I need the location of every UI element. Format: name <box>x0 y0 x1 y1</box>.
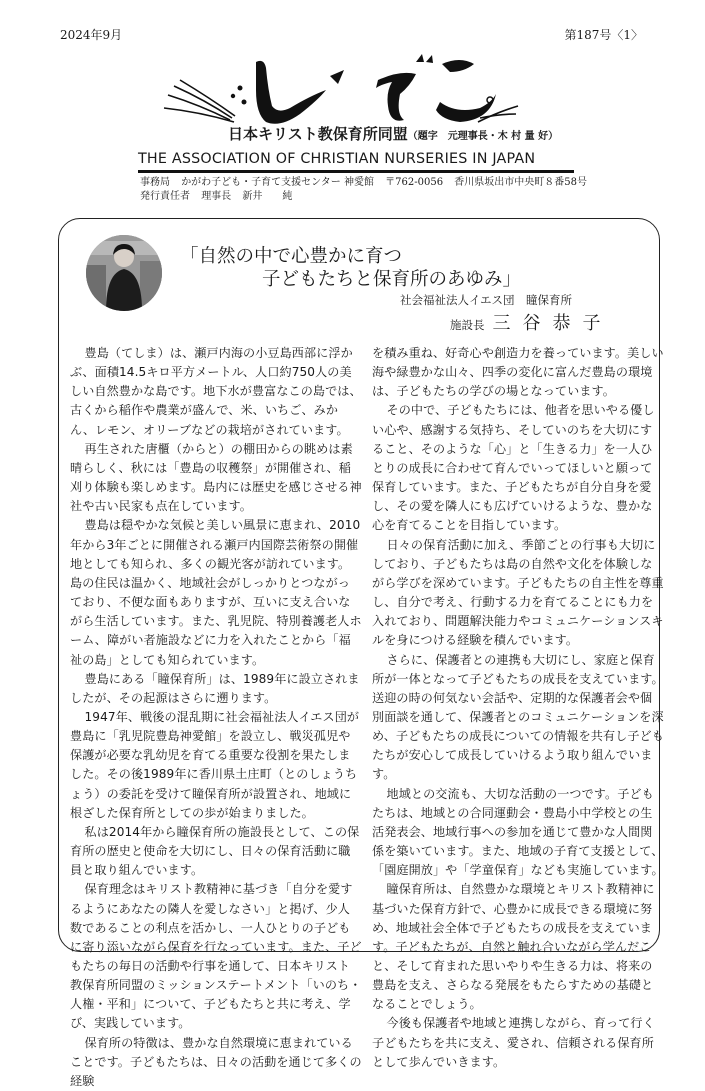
article-column-right <box>372 344 664 1072</box>
article-title-line2: 子どもたちと保育所のあゆみ」 <box>262 269 522 290</box>
paragraph: 豊島は穏やかな気候と美しい風景に恵まれ、2010年から3年ごとに開催される瀬戸内国際芸術祭の開催地としても知られ、多くの観光客が訪れています。島の住民は温かく、地域社会がしっかりとつながっており、不便な面もありますが、互いに支え合いながら生活しています。また、乳児院、特別養護老人ホーム、障がい者施設などに力を入れたことから「福祉の島」としても知られています。 <box>70 518 362 667</box>
paragraph: 豊島にある「瞳保育所」は、1989年に設立されましたが、その起源はさらに遡ります。 <box>70 671 360 705</box>
paragraph: 保育所の特徴は、豊かな自然環境に恵まれていることです。子どもたちは、日々の活動を通じて多くの経験 <box>70 1035 362 1088</box>
article-column-left <box>70 344 362 1091</box>
logo-calligraphy <box>256 54 496 124</box>
paragraph: さらに、保護者との連携も大切にし、家庭と保育所が一体となって子どもたちの成長を支えています。送迎の時の何気ない会話や、定期的な保護者会や個別面談を通して、保護者とのコミュニケーションを深め、子どもたちの成長についての情報を共有し子どもたちが安心して成長していけるよう取り組んでいます。 <box>372 652 664 782</box>
author-byline <box>450 309 613 335</box>
newsletter-logo <box>160 50 520 130</box>
publisher-role: 理事長 <box>201 191 232 202</box>
author-photo <box>86 235 162 311</box>
publisher-label: 発行責任者 <box>140 191 190 202</box>
calligraphy-credit: （題字 元理事長・木 村 量 好） <box>407 131 559 142</box>
office-line <box>140 176 595 190</box>
paragraph: 今後も保護者や地域と連携しながら、育って行く子どもたちを共に支え、愛され、信頼される保育所として歩んでいきます。 <box>372 1016 655 1069</box>
paragraph: 再生された唐櫃（からと）の棚田からの眺めは素晴らしく、秋には「豊島の収穫祭」が開催され、稲刈り体験も楽しめます。島内には歴史を感じさせる神社や古い民家も点在しています。 <box>70 441 362 514</box>
org-name-en: THE ASSOCIATION OF CHRISTIAN NURSERIES IN JAPAN <box>138 151 536 167</box>
issue-date: 2024年9月 <box>60 28 123 42</box>
paragraph: 1947年、戦後の混乱期に社会福祉法人イエス団が豊島に「乳児院豊島神愛館」を設立し、戦災孤児や保護が必要な乳幼児を育てる重要な役割を果たしました。その後1989年に香川県土庄町（とのしょうちょう）の委託を受けて瞳保育所が設置され、地域に根ざした保育所としての歩が始まりました。 <box>70 709 360 820</box>
office-address: 香川県坂出市中央町８番58号 <box>454 177 587 188</box>
article-title-line1: 「自然の中で心豊かに育つ <box>180 246 403 267</box>
office-label: 事務局 <box>140 177 170 188</box>
org-name-jp-text: 日本キリスト教保育所同盟 <box>228 125 408 143</box>
author-affiliation: 社会福祉法人イエス団 瞳保育所 <box>400 293 573 307</box>
org-name-jp <box>228 123 558 144</box>
office-info <box>140 176 595 204</box>
paragraph: 保育理念はキリスト教精神に基づき「自分を愛するようにあなたの隣人を愛しなさい」と掲げ、少人数であることの利点を活かし、一人ひとりの子どもに寄り添いながら保育を行なっています。また、子どもたちの毎日の活動や行事を通して、日本キリスト教保育所同盟のミッションステートメント「いのち・人権・平和」について、子どもたちと共に考え、学び、実践しています。 <box>70 882 362 1031</box>
header-rule <box>138 170 574 173</box>
paragraph: 瞳保育所は、自然豊かな環境とキリスト教精神に基づいた保育方針で、心豊かに成長できる環境に努め、地域社会全体で子どもたちの成長を支えています。子どもたちが、自然と触れ合いながら学んだこと、そして育まれた思いやりや生きる力は、将来の豊島を支え、さらなる発展をもたらすための基礎となることでしょう。 <box>372 882 655 1012</box>
paragraph: 日々の保育活動に加え、季節ごとの行事も大切にしており、子どもたちは島の自然や文化を体験しながら学びを深めています。子どもたちの自主性を尊重し、自分で考え、行動する力を育てることにも力を入れており、問題解決能力やコミュニケーションスキルを身につける経験を積んでいます。 <box>372 537 664 648</box>
grass-left-icon <box>164 80 235 122</box>
author-name: 三谷恭子 <box>492 313 613 334</box>
author-role: 施設長 <box>450 318 485 332</box>
dots-icon <box>231 86 247 105</box>
issue-number: 第187号〈1〉 <box>564 28 643 42</box>
paragraph: 私は2014年から瞳保育所の施設長として、この保育所の歴史と使命を大切にし、日々の保育活動に職員と取り組んでいます。 <box>70 824 360 878</box>
postal-code: 〒762-0056 <box>385 177 444 188</box>
publisher-name: 新井 純 <box>242 191 293 202</box>
publisher-line <box>140 190 595 204</box>
paragraph: その中で、子どもたちには、他者を思いやる優しい心や、感謝する気持ち、そしていのちを大切にすること、そのような「心」と「生きる力」を一人ひとりの成長に合わせて育んでいってほしいと願って保育しています。また、子どもたちが自分自身を愛し、その愛を隣人にも広げていけるような、豊かな心を育てることを目指しています。 <box>372 403 655 533</box>
office-name: かがわ子ども・子育て支援センター 神愛館 <box>181 177 374 188</box>
paragraph: 豊島（てしま）は、瀬戸内海の小豆島西部に浮かぶ、面積14.5キロ平方メートル、人口約750人の美しい自然豊かな島です。地下水が豊富なこの島では、古くから稲作や農業が盛んで、米、いちご、みかん、レモン、オリーブなどの栽培がされています。 <box>70 346 362 437</box>
paragraph: 地域との交流も、大切な活動の一つです。子どもたちは、地域との合同運動会・豊島小中学校との生活発表会、地域行事への参加を通じて豊かな人間関係を築いています。また、地域の子育て支援として、「園庭開放」や「学童保育」なども実施しています。 <box>372 786 664 878</box>
paragraph: を積み重ね、好奇心や創造力を養っています。美しい海や緑豊かな山々、四季の変化に富んだ豊島の環境は、子どもたちの学びの場となっています。 <box>372 346 664 399</box>
